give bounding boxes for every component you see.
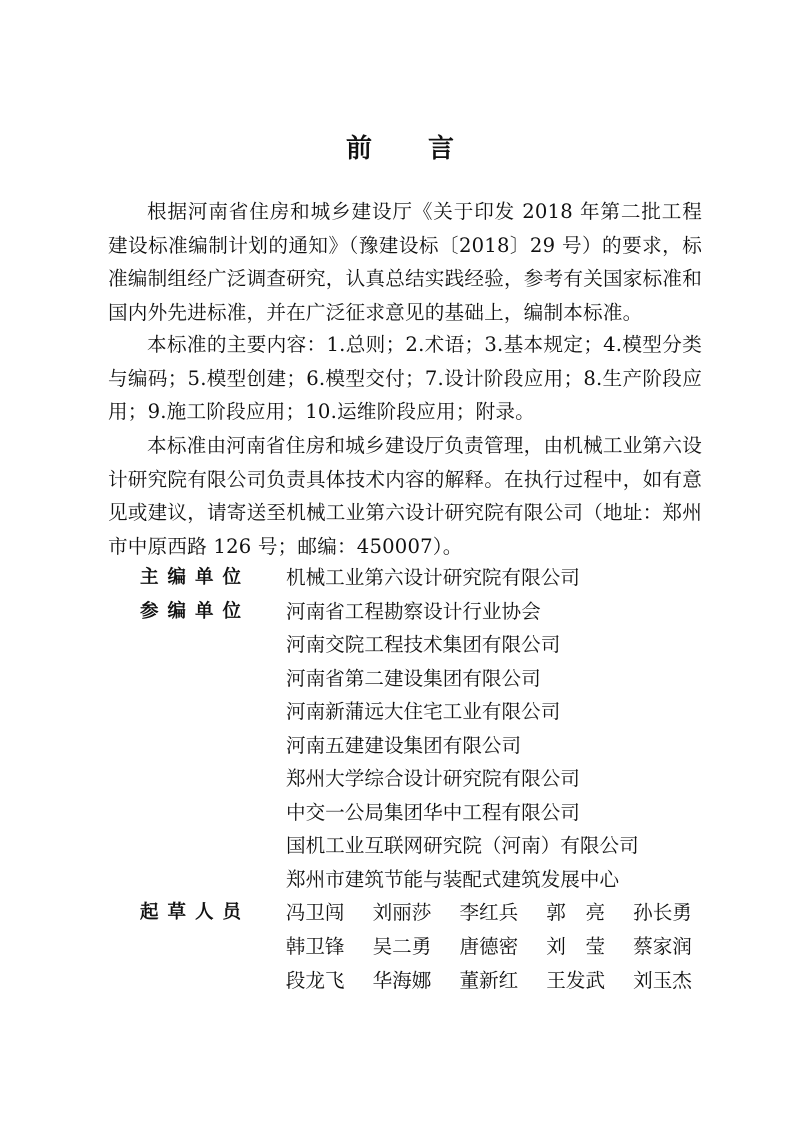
drafters-row	[140, 930, 720, 964]
drafter-name: 王发武	[546, 969, 606, 992]
paragraph-contents: 本标准的主要内容：1.总则；2.术语；3.基本规定；4.模型分类与编码；5.模型创建；6.模型交付；7.设计阶段应用；8.生产阶段应用；9.施工阶段应用；10.运维阶段应用；附录。	[108, 333, 702, 423]
participating-unit: 郑州大学综合设计研究院有限公司	[286, 767, 580, 790]
participating-unit-row	[140, 829, 720, 863]
participating-unit: 郑州市建筑节能与装配式建筑发展中心	[286, 867, 620, 891]
chief-editor-unit: 机械工业第六设计研究院有限公司	[286, 566, 580, 589]
participating-unit: 河南新蒲远大住宅工业有限公司	[286, 700, 561, 723]
participating-unit: 中交一公局集团华中工程有限公司	[286, 800, 580, 824]
participating-unit: 河南省第二建设集团有限公司	[286, 666, 541, 690]
participating-unit: 河南省工程勘察设计行业协会	[286, 599, 541, 623]
paragraph-basis: 根据河南省住房和城乡建设厅《关于印发 2018 年第二批工程建设标准编制计划的通知》（豫建设标〔2018〕29 号）的要求，标准编制组经广泛调查研究，认真总结实践经验，参考有关国家标准和国内外先进标准，并在广泛征求意见的基础上，编制本标准。	[108, 200, 702, 324]
drafter-name: 华海娜	[372, 969, 432, 992]
drafter-name: 冯卫闯	[285, 901, 345, 924]
participating-unit-row	[140, 695, 720, 729]
drafter-name: 段龙飞	[285, 969, 345, 992]
title-char-2: 言	[428, 134, 455, 164]
chief-editor-row	[140, 561, 720, 595]
drafter-name: 李红兵	[459, 901, 519, 924]
drafters-row	[140, 964, 720, 998]
editors-roster	[140, 561, 720, 998]
paragraph-management: 本标准由河南省住房和城乡建设厅负责管理，由机械工业第六设计研究院有限公司负责具体技术内容的解释。在执行过程中，如有意见或建议，请寄送至机械工业第六设计研究院有限公司（地址：郑州市中原西路 126 号；邮编：450007）。	[108, 434, 702, 558]
chief-editor-label: 主编单位	[140, 567, 251, 588]
participating-unit-row	[140, 796, 720, 830]
participating-unit-row	[140, 863, 720, 897]
participating-unit-row	[140, 595, 720, 629]
participating-unit: 河南五建建设集团有限公司	[286, 733, 522, 757]
participating-editors-label: 参编单位	[140, 600, 251, 622]
drafter-name: 刘玉杰	[633, 969, 692, 992]
drafter-name: 吴二勇	[372, 935, 432, 958]
drafter-name: 郭 亮	[546, 901, 606, 924]
participating-unit-row	[140, 729, 720, 763]
participating-unit: 河南交院工程技术集团有限公司	[286, 633, 561, 656]
drafter-name: 唐德密	[459, 935, 519, 958]
drafter-name: 孙长勇	[633, 901, 692, 924]
participating-unit-row	[140, 762, 720, 796]
page-title	[0, 128, 800, 165]
title-char-1: 前	[345, 134, 372, 164]
participating-unit-row	[140, 662, 720, 696]
drafter-name: 董新红	[459, 969, 519, 992]
drafter-name: 韩卫锋	[285, 935, 345, 958]
participating-unit: 国机工业互联网研究院（河南）有限公司	[286, 834, 639, 857]
participating-unit-row	[140, 628, 720, 662]
drafter-name: 刘 莹	[546, 935, 606, 958]
drafter-name: 刘丽莎	[372, 901, 432, 924]
drafters-row	[140, 896, 720, 930]
drafters-label: 起草人员	[140, 902, 251, 923]
drafter-name: 蔡家润	[633, 935, 692, 958]
